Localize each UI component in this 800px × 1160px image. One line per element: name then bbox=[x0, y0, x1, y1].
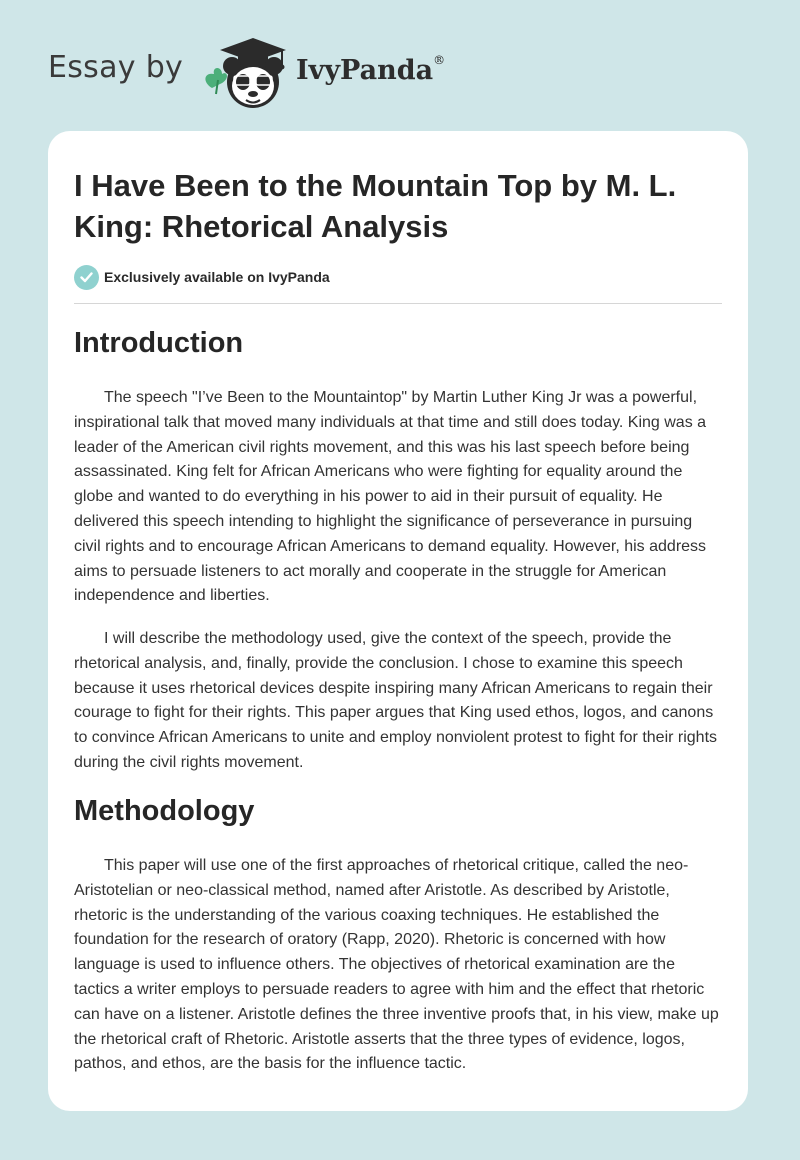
check-circle-icon bbox=[74, 265, 99, 290]
essay-card bbox=[48, 131, 748, 1111]
section-heading-introduction: Introduction bbox=[74, 327, 244, 359]
section-heading-methodology: Methodology bbox=[74, 795, 255, 827]
exclusive-badge-label: Exclusively available on IvyPanda bbox=[104, 269, 330, 285]
site-header bbox=[0, 0, 800, 130]
intro-paragraph-1: The speech "I’ve Been to the Mountaintop" by Martin Luther King Jr was a powerful, inspirational talk that moved many individuals at that time and still does today. King was a leader of the American civil rights movement, and this was his last speech before being assassinated. King felt for African Americans who were fighting for equality around the globe and wanted to do everything in his power to aid in their pursuit of equality. He delivered this speech intending to highlight the significance of perseverance in pursuing civil rights and to encourage African Americans to demand equality. However, his address aims to persuade listeners to act morally and cooperate in the struggle for American independence and liberties. bbox=[74, 389, 707, 605]
methodology-paragraph-1: This paper will use one of the first approaches of rhetorical critique, called the neo-Aristotelian or neo-classical method, named after Aristotle. As described by Aristotle, rhetoric is the understanding of the various coaxing techniques. He established the foundation for the research of oratory (Rapp, 2020). Rhetoric is concerned with how language is used to influence others. The objectives of rhetorical examination are the tactics a writer employs to persuade readers to agree with him and the effect that rhetoric can have on a listener. Aristotle defines the three inventive proofs that, in his view, make up the rhetorical craft of Rhetoric. Aristotle asserts that the three types of evidence, logos, pathos, and ethos, are the basis for the influence tactic. bbox=[74, 857, 719, 1073]
brand-name[interactable]: IvyPanda® bbox=[296, 53, 446, 86]
essay-by-label: Essay by bbox=[48, 50, 184, 85]
registered-mark: ® bbox=[433, 53, 446, 67]
title-divider bbox=[74, 303, 722, 304]
intro-paragraph-2: I will describe the methodology used, give the context of the speech, provide the rhetorical analysis, and, finally, provide the conclusion. I chose to examine this speech because it uses rhetorical devices despite inspiring many African Americans to regain their courage to fight for their rights. This paper argues that King used ethos, logos, and canons to convince African Americans to unite and employ nonviolent protest to fight for their rights during the civil rights movement. bbox=[74, 630, 718, 771]
panda-graduate-logo-icon[interactable] bbox=[198, 36, 298, 112]
exclusive-badge bbox=[74, 264, 330, 290]
essay-title: I Have Been to the Mountain Top by M. L. King: Rhetorical Analysis bbox=[74, 168, 677, 244]
